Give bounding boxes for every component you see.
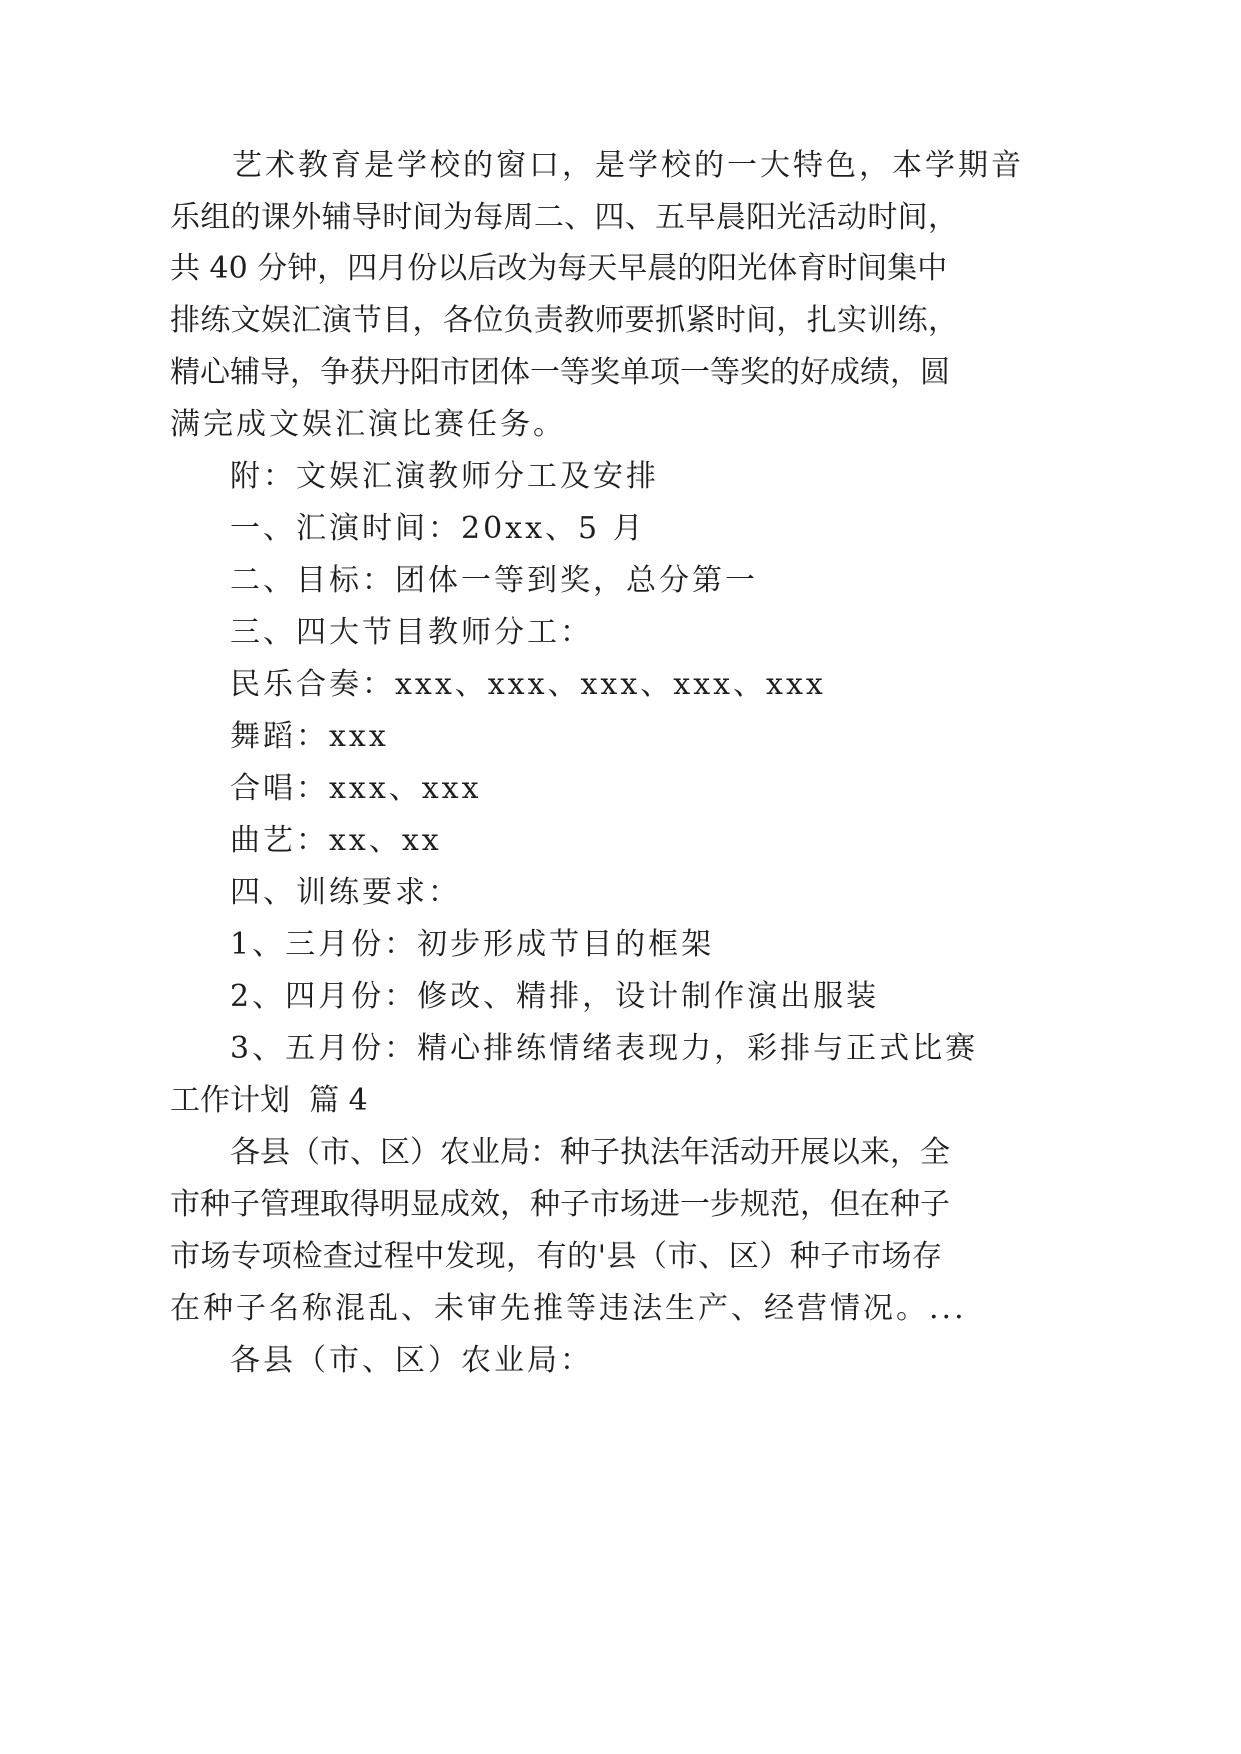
appendix-title: 附：文娱汇演教师分工及安排 xyxy=(230,459,659,494)
paragraph-line: 排练文娱汇演节目，各位负责教师要抓紧时间，扎实训练， xyxy=(170,303,958,338)
paragraph-line: 乐组的课外辅导时间为每周二、四、五早晨阳光活动时间， xyxy=(170,200,958,235)
list-item: 3、五月份：精心排练情绪表现力，彩排与正式比赛 xyxy=(230,1031,979,1066)
paragraph-line: 共 40 分钟，四月份以后改为每天早晨的阳光体育时间集中 xyxy=(170,251,948,286)
paragraph-line: 各县（市、区）农业局：种子执法年活动开展以来，全 xyxy=(230,1135,950,1170)
list-item: 三、四大节目教师分工： xyxy=(230,615,593,650)
paragraph-line: 精心辅导，争获丹阳市团体一等奖单项一等奖的好成绩，圆 xyxy=(170,355,950,390)
list-item: 舞蹈：xxx xyxy=(230,719,389,754)
list-item: 曲艺：xx、xx xyxy=(230,823,442,858)
list-item: 四、训练要求： xyxy=(230,875,461,910)
list-item: 二、目标：团体一等到奖，总分第一 xyxy=(230,563,758,598)
closing-salutation: 各县（市、区）农业局： xyxy=(230,1343,593,1378)
paragraph-line: 满完成文娱汇演比赛任务。 xyxy=(170,407,566,442)
list-item: 合唱：xxx、xxx xyxy=(230,771,482,806)
paragraph-line: 在种子名称混乱、未审先推等违法生产、经营情况。... xyxy=(170,1291,967,1326)
list-item: 一、汇演时间：20xx、5 月 xyxy=(230,511,646,546)
list-item: 民乐合奏：xxx、xxx、xxx、xxx、xxx xyxy=(230,667,826,702)
paragraph-line: 市场专项检查过程中发现，有的'县（市、区）种子市场存 xyxy=(170,1239,942,1274)
list-item: 2、四月份：修改、精排，设计制作演出服装 xyxy=(230,979,880,1014)
list-item: 1、三月份：初步形成节目的框架 xyxy=(230,927,715,962)
paragraph-line: 市种子管理取得明显成效，种子市场进一步规范，但在种子 xyxy=(170,1187,950,1222)
section-heading: 工作计划 篇 4 xyxy=(170,1083,368,1118)
paragraph-line: 艺术教育是学校的窗口，是学校的一大特色，本学期音 xyxy=(232,148,1024,183)
